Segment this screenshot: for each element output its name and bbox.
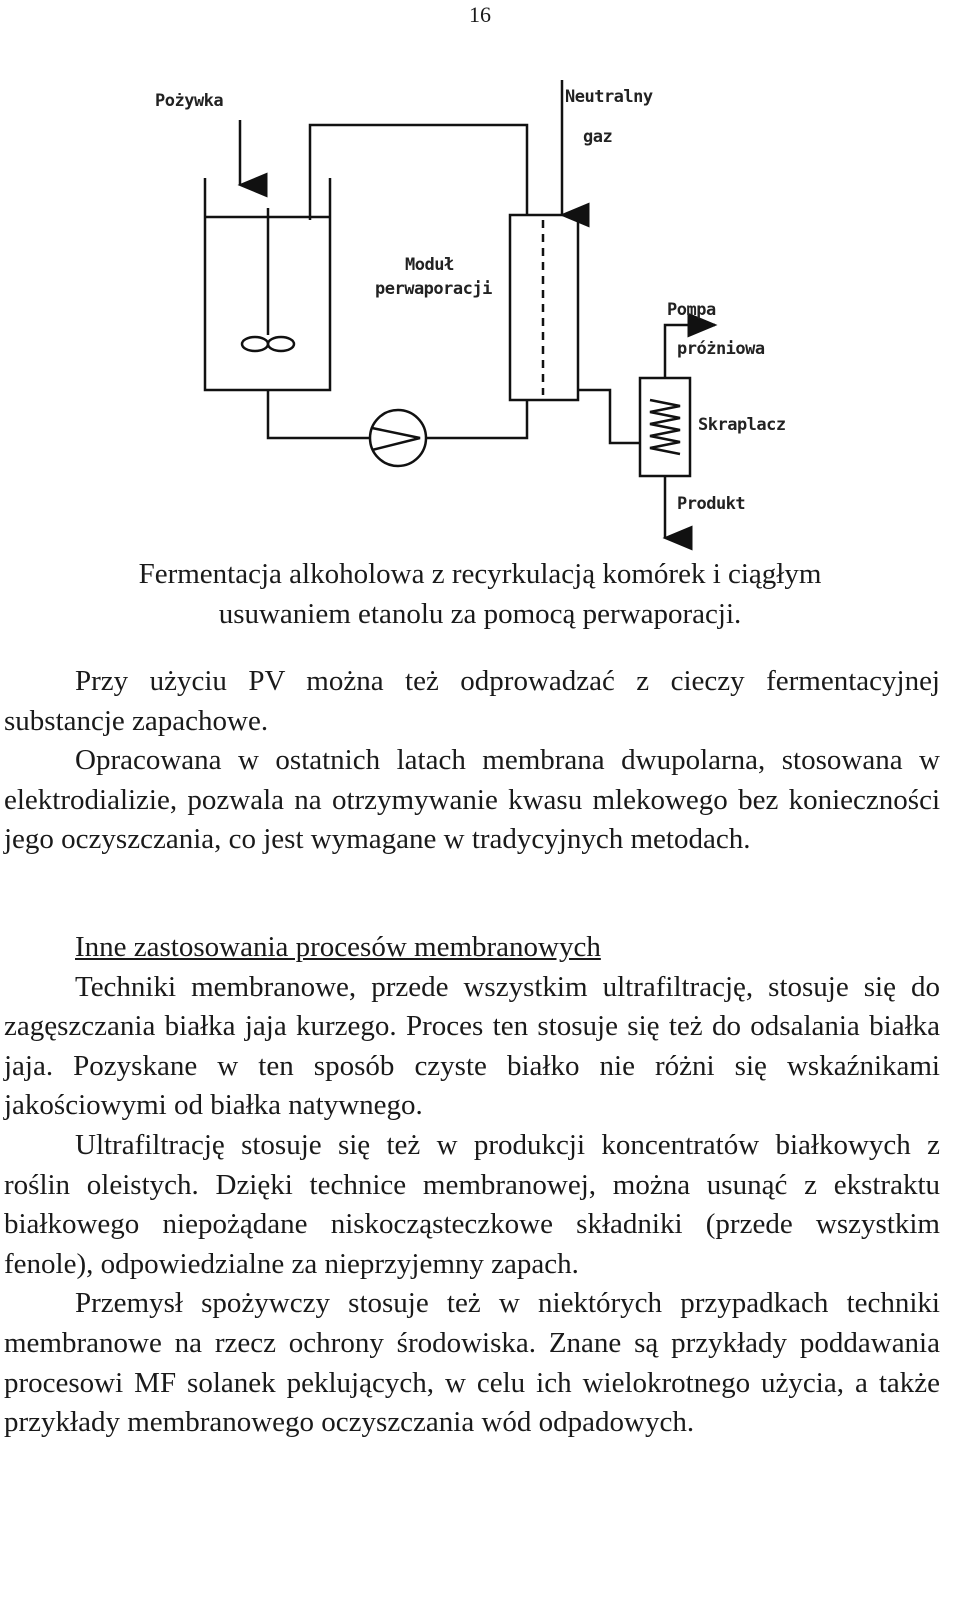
label-condenser: Skraplacz: [698, 415, 786, 435]
caption-line-2: usuwaniem etanolu za pomocą perwaporacji.: [218, 598, 742, 630]
paragraph-environment: Przemysł spożywczy stosuje też w niektórych przypadkach techniki membranowe na rzecz ochrony środowiska. Znane są przykłady poddawania procesowi MF solanek peklujących, w celu ich wielokrotnego użycia, a także przykłady membranowego oczyszczania wód odpadowych.: [4, 1287, 940, 1439]
pipe-pump-to-module: [426, 400, 527, 438]
label-module-1: Moduł: [405, 255, 454, 275]
condenser-coil: [650, 400, 680, 454]
paragraph-egg-white: Techniki membranowe, przede wszystkim ultrafiltrację, stosuje się do zagęszczania białka jaja kurzego. Proces ten stosuje się też do odsalania białka jaja. Pozyskane w ten sposób czyste białko nie różni się wskaźnikami jakościowymi od białka natywnego.: [4, 970, 940, 1122]
paragraph-pv: Przy użyciu PV można też odprowadzać z cieczy fermentacyjnej substancje zapachowe.: [4, 665, 940, 737]
stirrer-blade-right: [268, 337, 294, 351]
label-pump-2: próżniowa: [677, 339, 765, 359]
pump-chevron: [372, 428, 420, 450]
section-heading: Inne zastosowania procesów membranowych: [75, 931, 601, 963]
figure-caption: [0, 554, 960, 634]
pipe-tank-to-pump: [268, 390, 370, 438]
page-number: 16: [469, 2, 491, 27]
pipe-module-to-condenser: [578, 390, 640, 443]
body-text-upper: [4, 662, 940, 860]
label-neutral-gas-1: Neutralny: [565, 87, 653, 107]
paragraph-oilseed: Ultrafiltrację stosuje się też w produkcji koncentratów białkowych z roślin oleistych. Dzięki technice membranowej, można usunąć z ekstraktu białkowego niepożądane niskocząsteczkowe składniki (przede wszystkim fenole), odpowiedzialne za nieprzyjemny zapach.: [4, 1128, 940, 1280]
label-pump-1: Pompa: [667, 300, 716, 320]
paragraph-bipolar-membrane: Opracowana w ostatnich latach membrana dwupolarna, stosowana w elektrodializie, pozwala na otrzymywanie kwasu mlekowego bez konieczności jego oczyszczania, co jest wymagane w tradycyjnych metodach.: [4, 744, 940, 856]
pipe-recirculation: [310, 125, 527, 220]
body-text-lower: [4, 928, 940, 1443]
process-diagram-svg: [0, 60, 960, 560]
process-diagram: [0, 60, 960, 560]
label-product: Produkt: [677, 494, 746, 514]
caption-line-1: Fermentacja alkoholowa z recyrkulacją komórek i ciągłym: [138, 558, 822, 590]
label-feed: Pożywka: [155, 91, 224, 111]
label-module-2: perwaporacji: [375, 279, 492, 299]
stirrer-blade-left: [242, 337, 268, 351]
label-neutral-gas-2: gaz: [583, 127, 613, 147]
